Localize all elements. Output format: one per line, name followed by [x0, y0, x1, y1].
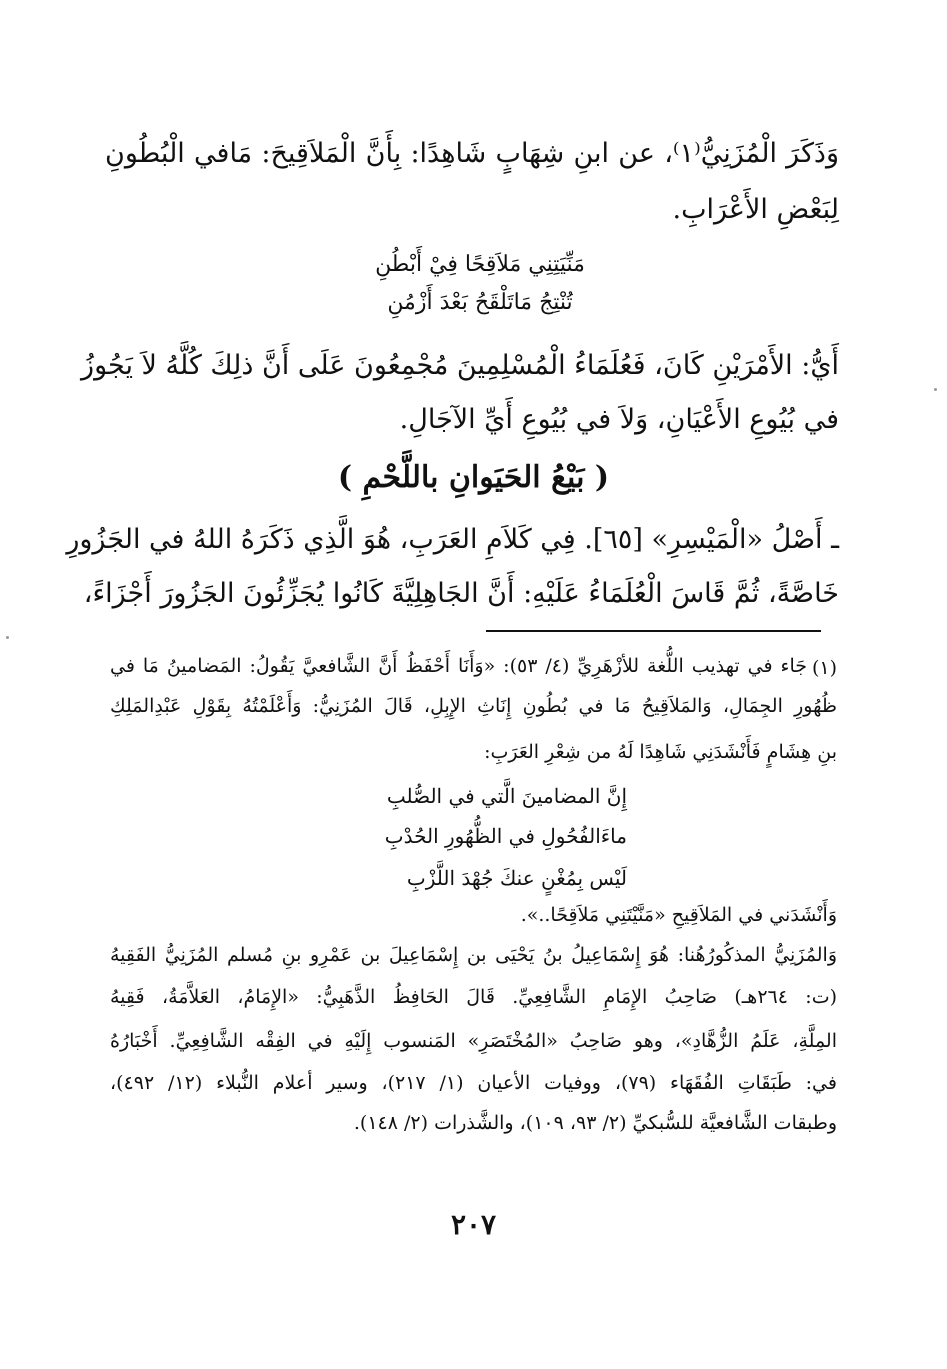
footnote-verse-1: إِنَّ المضامينَ الَّتي في الصُّلبِ	[386, 784, 627, 808]
page-number: ٢٠٧	[450, 1208, 497, 1241]
footnote-line-3: بنِ هِشَامٍ فَأَنْشَدَنِي شَاهِدًا لَهُ من شِعْرِ العَرَبِ:	[484, 741, 837, 763]
scan-speck	[6, 636, 9, 639]
footnote-line-8: في: طَبَقَاتِ الفُقَهَاء (٧٩)، ووفيات الأعيان (١/ ٢١٧)، وسير أعلام النُّبلاء (١٢/ ٤٩٢)،	[110, 1072, 837, 1094]
body-line-5: ـ أَصْلُ «الْمَيْسِرِ» [٦٥]. فِي كَلاَمِ العَرَبِ، هُوَ الَّذِي ذَكَرَهُ اللهُ في الجَزُورِ	[66, 524, 839, 555]
poem-line-2: تُنْتِجُ مَاتَلْقَحُ بَعْدَ أَزْمُنِ	[387, 290, 573, 315]
body-line-2: لِبَعْضِ الأَعْرَابِ.	[672, 194, 839, 225]
footnote-separator	[486, 630, 821, 632]
footnote-line-4: وَأَنْشَدَني في المَلاَقِيحِ «مَنَّيْتَنِي مَلاَقِحًا..».	[520, 904, 837, 926]
footnote-number: (١)	[811, 657, 837, 679]
body-line-3: أَيُّ: الأَمْرَيْنِ كَانَ، فَعُلَمَاءُ الْمُسْلِمِينَ مُجْمِعُونَ عَلَى أَنَّ ذلِكَ كُلَّهُ لاَ يَجُوزُ	[81, 350, 839, 381]
footnote-line-7: المِلَّةِ، عَلَمُ الزُّهَّادِ»، وهو صَاحِبُ «المُخْتَصَرِ» المَنسوب إِلَيْهِ في الفِقْه الشَّافِعِيِّ. أَخْبَارُهُ	[110, 1030, 837, 1052]
footnote-line-9: وطبقات الشَّافعيَّة للسُّبكيِّ (٢/ ٩٣، ١٠٩)، والشَّذرات (٢/ ١٤٨).	[353, 1112, 837, 1134]
footnote-verse-2: ماءَالفُحُولِ في الظُّهُورِ الحُدْبِ	[384, 824, 627, 848]
footnote-line-5: وَالمُزَنِيُّ المذكُورُهُنا: هُوَ إِسْمَاعِيلُ بنُ يَحْيَى بن إِسْمَاعِيلَ بن عَمْرِو بنِ مُسلم المُزَنِيُّ الفَقِيهُ	[110, 944, 837, 966]
body-line-6: خَاصَّةً، ثُمَّ قَاسَ الْعُلَمَاءُ عَلَيْهِ: أَنَّ الجَاهِلِيَّةَ كَانُوا يُجَزِّئُونَ الجَزُورَ أَجْزَاءً،	[83, 578, 839, 609]
body-line-1: وَذَكَرَ الْمُزَنِيُّ⁽١⁾، عن ابنِ شِهَابٍ شَاهِدًا: بِأَنَّ الْمَلاَقِيحَ: مَافي الْبُطُونِ	[105, 138, 839, 169]
body-line-4: في بُيُوعِ الأَعْيَانِ، وَلاَ في بُيُوعِ أَيِّ الآجَالِ.	[399, 404, 839, 435]
footnote-line-6: (ت: ٢٦٤هـ) صَاحِبُ الإِمَامِ الشَّافِعِيِّ. قَالَ الحَافِظُ الذَّهَبِيُّ: «الإِمَامُ، العَلاَّمَةُ، فَقِيهُ	[110, 986, 837, 1008]
footnote-verse-3: لَيْس بِمُغْنٍ عنكَ جُهْدَ اللَّزْبِ	[406, 866, 627, 890]
scan-speck	[934, 388, 937, 391]
footnote-line-2: ظُهُورِ الجِمَالِ، وَالمَلاَقِيحُ مَا في بُطُونِ إِنَاثِ الإِبِلِ، قَالَ المُزَنِيُّ: وَأَعْلَمْتُهُ بِقَوْلِ عَبْدِالمَلِكِ	[110, 695, 837, 717]
footnote-line-1: جَاء في تهذيب اللُّغة للأزْهَرِيِّ (٤/ ٥٣): «وَأَنَا أَحْفَظُ أَنَّ الشَّافعيَّ يَقُولُ: المَضامينُ مَا في	[110, 655, 807, 677]
poem-line-1: مَنِّيَتِنِي مَلاَقِحًا فِيْ أَبْطُنِ	[375, 252, 585, 277]
section-heading: ( بَيْعُ الحَيَوانِ باللَّحْمِ )	[337, 460, 610, 495]
